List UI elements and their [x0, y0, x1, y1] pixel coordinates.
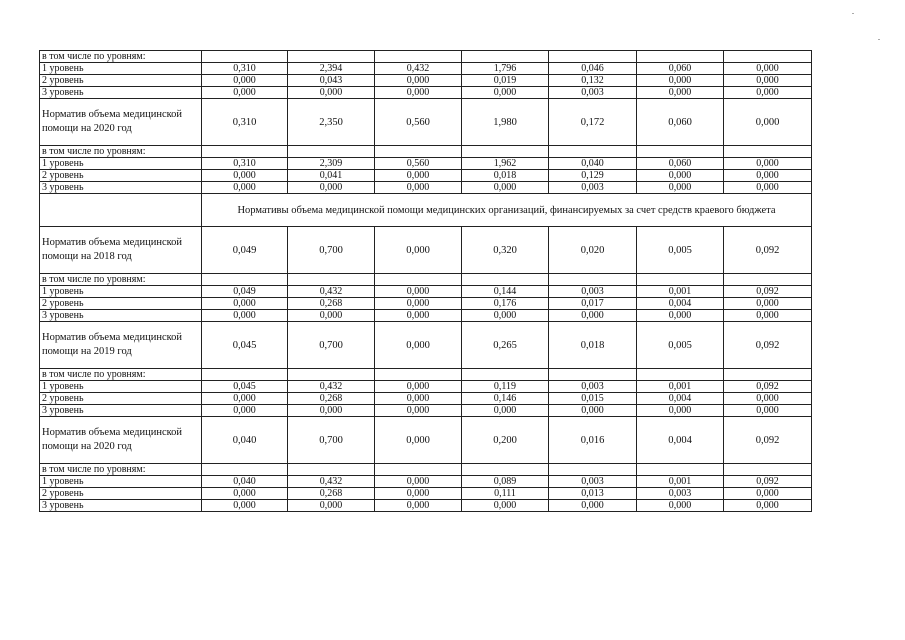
levels-header-row	[40, 51, 812, 63]
value-cell: 0,001	[637, 286, 724, 298]
value-cell: 0,310	[202, 158, 288, 170]
row-label: 3 уровень	[40, 405, 202, 417]
normative-row	[40, 417, 812, 464]
row-label: 3 уровень	[40, 500, 202, 512]
value-cell: 0,041	[288, 170, 375, 182]
scan-speck	[852, 13, 854, 14]
value-cell: 0,000	[724, 405, 812, 417]
value-cell: 0,020	[549, 227, 637, 274]
value-cell: 0,432	[375, 63, 462, 75]
value-cell: 0,268	[288, 393, 375, 405]
level-row	[40, 405, 812, 417]
value-cell: 0,000	[637, 500, 724, 512]
value-cell: 0,092	[724, 476, 812, 488]
level-row	[40, 393, 812, 405]
value-cell: 0,000	[462, 182, 549, 194]
row-label: в том числе по уровням:	[40, 274, 202, 286]
value-cell	[549, 146, 637, 158]
value-cell: 0,000	[724, 75, 812, 87]
value-cell: 0,018	[549, 322, 637, 369]
value-cell: 0,003	[637, 488, 724, 500]
normative-row	[40, 99, 812, 146]
value-cell	[549, 369, 637, 381]
level-row	[40, 298, 812, 310]
value-cell	[637, 51, 724, 63]
value-cell: 0,700	[288, 227, 375, 274]
value-cell: 0,000	[375, 170, 462, 182]
value-cell: 1,980	[462, 99, 549, 146]
value-cell: 0,560	[375, 158, 462, 170]
value-cell	[375, 464, 462, 476]
value-cell: 0,000	[724, 488, 812, 500]
value-cell	[202, 369, 288, 381]
value-cell: 0,700	[288, 417, 375, 464]
value-cell: 0,000	[724, 298, 812, 310]
value-cell: 0,200	[462, 417, 549, 464]
value-cell: 0,000	[637, 405, 724, 417]
value-cell: 0,000	[202, 500, 288, 512]
value-cell: 1,962	[462, 158, 549, 170]
value-cell: 0,046	[549, 63, 637, 75]
value-cell	[202, 146, 288, 158]
value-cell: 0,092	[724, 322, 812, 369]
value-cell: 0,000	[462, 87, 549, 99]
normative-row	[40, 227, 812, 274]
value-cell: 0,146	[462, 393, 549, 405]
value-cell: 0,310	[202, 63, 288, 75]
value-cell: 0,000	[202, 170, 288, 182]
normatives-table	[39, 50, 812, 512]
value-cell: 0,000	[724, 310, 812, 322]
value-cell: 0,000	[375, 476, 462, 488]
value-cell: 0,000	[202, 298, 288, 310]
value-cell: 0,000	[375, 322, 462, 369]
levels-header-row	[40, 146, 812, 158]
row-label: 1 уровень	[40, 381, 202, 393]
value-cell: 0,043	[288, 75, 375, 87]
value-cell: 0,000	[375, 405, 462, 417]
row-label: 1 уровень	[40, 63, 202, 75]
value-cell	[462, 464, 549, 476]
value-cell	[375, 274, 462, 286]
value-cell	[375, 369, 462, 381]
level-row	[40, 381, 812, 393]
value-cell: 0,045	[202, 322, 288, 369]
value-cell	[288, 146, 375, 158]
value-cell: 0,144	[462, 286, 549, 298]
value-cell	[202, 274, 288, 286]
value-cell: 0,000	[202, 393, 288, 405]
value-cell: 0,000	[375, 75, 462, 87]
value-cell	[375, 146, 462, 158]
section-empty-cell	[40, 194, 202, 227]
value-cell: 0,000	[724, 393, 812, 405]
row-label: 3 уровень	[40, 310, 202, 322]
level-row	[40, 75, 812, 87]
scan-speck	[878, 39, 880, 40]
value-cell: 0,000	[375, 298, 462, 310]
level-row	[40, 310, 812, 322]
normative-row	[40, 322, 812, 369]
value-cell: 0,000	[637, 182, 724, 194]
value-cell: 0,005	[637, 322, 724, 369]
value-cell: 0,005	[637, 227, 724, 274]
value-cell: 0,000	[202, 488, 288, 500]
value-cell: 0,268	[288, 488, 375, 500]
value-cell	[637, 369, 724, 381]
value-cell: 0,000	[375, 488, 462, 500]
table-body	[40, 51, 812, 512]
value-cell: 0,000	[724, 500, 812, 512]
value-cell: 0,000	[462, 310, 549, 322]
value-cell	[202, 51, 288, 63]
value-cell	[462, 146, 549, 158]
value-cell: 0,176	[462, 298, 549, 310]
row-label: 2 уровень	[40, 298, 202, 310]
normative-label: Норматив объема медицинской помощи на 2020 год	[40, 417, 202, 464]
value-cell	[288, 274, 375, 286]
value-cell: 0,119	[462, 381, 549, 393]
value-cell: 0,001	[637, 381, 724, 393]
value-cell: 0,000	[549, 500, 637, 512]
value-cell: 0,000	[724, 182, 812, 194]
levels-header-row	[40, 464, 812, 476]
value-cell	[288, 464, 375, 476]
value-cell: 0,132	[549, 75, 637, 87]
row-label: в том числе по уровням:	[40, 51, 202, 63]
value-cell: 0,003	[549, 476, 637, 488]
value-cell: 0,040	[202, 476, 288, 488]
value-cell: 0,000	[288, 87, 375, 99]
value-cell: 0,004	[637, 393, 724, 405]
row-label: 1 уровень	[40, 476, 202, 488]
level-row	[40, 63, 812, 75]
row-label: 3 уровень	[40, 87, 202, 99]
level-row	[40, 488, 812, 500]
value-cell: 0,089	[462, 476, 549, 488]
value-cell: 0,018	[462, 170, 549, 182]
value-cell: 0,049	[202, 227, 288, 274]
value-cell: 0,000	[462, 500, 549, 512]
value-cell: 0,000	[375, 381, 462, 393]
value-cell: 0,092	[724, 227, 812, 274]
value-cell: 0,000	[202, 405, 288, 417]
row-label: 3 уровень	[40, 182, 202, 194]
value-cell: 0,001	[637, 476, 724, 488]
level-row	[40, 500, 812, 512]
value-cell	[724, 369, 812, 381]
row-label: 2 уровень	[40, 393, 202, 405]
value-cell	[549, 464, 637, 476]
value-cell	[288, 369, 375, 381]
value-cell: 0,013	[549, 488, 637, 500]
value-cell: 0,092	[724, 417, 812, 464]
value-cell	[462, 369, 549, 381]
row-label: 2 уровень	[40, 75, 202, 87]
value-cell: 0,700	[288, 322, 375, 369]
section-title: Нормативы объема медицинской помощи медицинских организаций, финансируемых за счет средств краевого бюджета	[202, 194, 812, 227]
value-cell: 0,000	[202, 87, 288, 99]
value-cell: 0,000	[375, 227, 462, 274]
row-label: 2 уровень	[40, 170, 202, 182]
levels-header-row	[40, 274, 812, 286]
value-cell	[637, 274, 724, 286]
value-cell: 0,000	[288, 182, 375, 194]
value-cell: 0,000	[637, 87, 724, 99]
value-cell: 0,000	[202, 310, 288, 322]
value-cell: 0,003	[549, 381, 637, 393]
value-cell: 1,796	[462, 63, 549, 75]
level-row	[40, 286, 812, 298]
section-row	[40, 194, 812, 227]
value-cell: 0,000	[288, 405, 375, 417]
value-cell: 0,049	[202, 286, 288, 298]
value-cell: 0,016	[549, 417, 637, 464]
value-cell: 2,309	[288, 158, 375, 170]
value-cell	[637, 464, 724, 476]
level-row	[40, 170, 812, 182]
value-cell: 0,092	[724, 381, 812, 393]
value-cell	[375, 51, 462, 63]
value-cell: 0,000	[724, 170, 812, 182]
value-cell: 0,003	[549, 87, 637, 99]
normative-label: Норматив объема медицинской помощи на 2020 год	[40, 99, 202, 146]
value-cell: 0,000	[549, 310, 637, 322]
value-cell: 0,000	[549, 405, 637, 417]
levels-header-row	[40, 369, 812, 381]
level-row	[40, 87, 812, 99]
value-cell	[462, 274, 549, 286]
normative-label: Норматив объема медицинской помощи на 2019 год	[40, 322, 202, 369]
row-label: 2 уровень	[40, 488, 202, 500]
value-cell: 0,003	[549, 182, 637, 194]
value-cell: 0,000	[724, 158, 812, 170]
row-label: в том числе по уровням:	[40, 369, 202, 381]
value-cell: 0,000	[375, 286, 462, 298]
value-cell	[724, 51, 812, 63]
value-cell: 0,000	[375, 417, 462, 464]
value-cell: 0,040	[202, 417, 288, 464]
value-cell	[549, 51, 637, 63]
value-cell: 2,350	[288, 99, 375, 146]
value-cell: 0,000	[724, 63, 812, 75]
value-cell: 0,000	[375, 310, 462, 322]
value-cell: 0,310	[202, 99, 288, 146]
value-cell: 0,000	[202, 182, 288, 194]
value-cell	[724, 274, 812, 286]
value-cell: 0,092	[724, 286, 812, 298]
value-cell: 0,000	[288, 500, 375, 512]
value-cell: 0,000	[724, 99, 812, 146]
row-label: в том числе по уровням:	[40, 146, 202, 158]
value-cell: 0,000	[637, 75, 724, 87]
value-cell: 0,560	[375, 99, 462, 146]
value-cell: 0,000	[288, 310, 375, 322]
value-cell	[724, 464, 812, 476]
value-cell	[549, 274, 637, 286]
row-label: в том числе по уровням:	[40, 464, 202, 476]
value-cell: 0,060	[637, 63, 724, 75]
value-cell	[637, 146, 724, 158]
level-row	[40, 158, 812, 170]
value-cell: 2,394	[288, 63, 375, 75]
value-cell: 0,111	[462, 488, 549, 500]
value-cell: 0,060	[637, 99, 724, 146]
value-cell: 0,000	[375, 393, 462, 405]
value-cell: 0,000	[462, 405, 549, 417]
value-cell: 0,432	[288, 381, 375, 393]
level-row	[40, 476, 812, 488]
value-cell	[288, 51, 375, 63]
value-cell: 0,000	[637, 170, 724, 182]
value-cell: 0,019	[462, 75, 549, 87]
value-cell: 0,040	[549, 158, 637, 170]
value-cell: 0,003	[549, 286, 637, 298]
value-cell	[462, 51, 549, 63]
row-label: 1 уровень	[40, 286, 202, 298]
value-cell: 0,004	[637, 298, 724, 310]
value-cell: 0,320	[462, 227, 549, 274]
value-cell: 0,000	[375, 87, 462, 99]
value-cell: 0,268	[288, 298, 375, 310]
value-cell: 0,129	[549, 170, 637, 182]
value-cell: 0,045	[202, 381, 288, 393]
value-cell: 0,000	[375, 500, 462, 512]
value-cell: 0,265	[462, 322, 549, 369]
value-cell: 0,000	[375, 182, 462, 194]
value-cell: 0,000	[724, 87, 812, 99]
level-row	[40, 182, 812, 194]
value-cell: 0,017	[549, 298, 637, 310]
value-cell: 0,172	[549, 99, 637, 146]
value-cell: 0,004	[637, 417, 724, 464]
value-cell: 0,432	[288, 476, 375, 488]
value-cell: 0,000	[202, 75, 288, 87]
value-cell: 0,432	[288, 286, 375, 298]
normative-label: Норматив объема медицинской помощи на 2018 год	[40, 227, 202, 274]
value-cell	[724, 146, 812, 158]
row-label: 1 уровень	[40, 158, 202, 170]
value-cell: 0,060	[637, 158, 724, 170]
value-cell: 0,015	[549, 393, 637, 405]
value-cell: 0,000	[637, 310, 724, 322]
value-cell	[202, 464, 288, 476]
